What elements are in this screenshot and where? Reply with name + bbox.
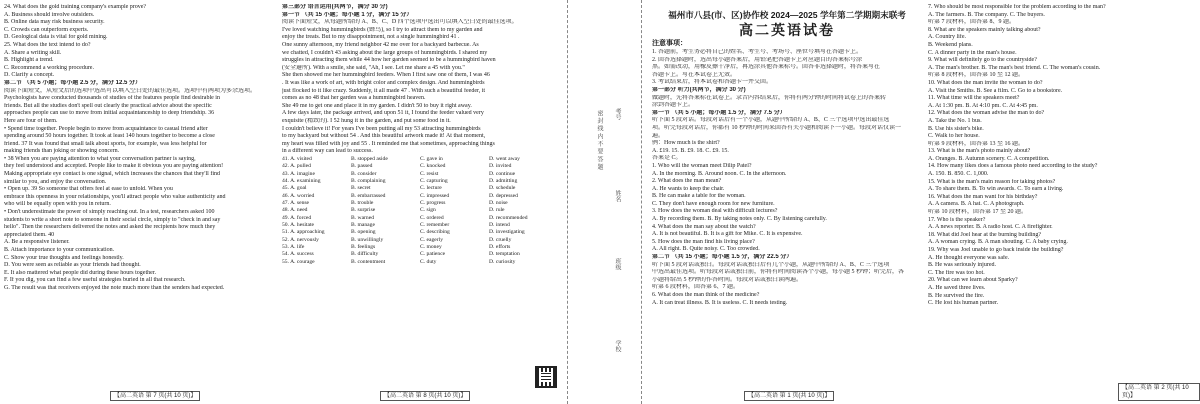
- text-line: A. 150. B. 850. C. 1,000.: [928, 171, 989, 178]
- text-line: enjoy the treats. But to my disappointment, not a single hummingbird 41 .: [282, 34, 460, 41]
- text-line: 听第 10 段材料，回答第 17 至 20 题。: [928, 209, 1028, 216]
- text-line: B. Highlight a trend.: [4, 57, 54, 64]
- cloze-option: B. secret: [351, 185, 371, 192]
- text-line: 听第 9 段材料，回答第 13 至 16 题。: [928, 140, 1025, 147]
- cloze-option: B. opening: [351, 229, 376, 236]
- cloze-option: 41. A. visited: [282, 155, 312, 162]
- text-line: comes as no 48 that her garden was a hummingbird heaven.: [282, 95, 426, 102]
- text-line: B. Use his sister's bike.: [928, 125, 984, 132]
- text-line: 项。听完每段对话后，你都有 10 秒钟的时间来回答有关小题和阅读下一小题。每段对话仅读一: [652, 124, 902, 131]
- cloze-option: D. investigating: [489, 229, 525, 236]
- text-line: D. Clarify a concept.: [4, 72, 55, 79]
- text-line: A. The farmers. B. The company. C. The buyers.: [928, 11, 1045, 18]
- cloze-option: B. feelings: [351, 244, 376, 250]
- text-line: C. They don't have enough room for new furniture.: [652, 200, 775, 207]
- text-line: they feel understood and accepted. People like to make it obvious you are paying attention!: [4, 163, 224, 170]
- cloze-option: C. eagerly: [420, 236, 443, 243]
- text-line: 5. How does the man find his living place?: [652, 238, 755, 245]
- text-line: B. Attach importance to your communication.: [4, 247, 115, 253]
- text-line: B. He was seriously injured.: [928, 262, 996, 269]
- text-line: • Open up. 39 So someone that offers feel at ease to unfold. When you: [4, 186, 173, 193]
- text-line: 10. What does the man invite the woman to do?: [928, 79, 1043, 86]
- text-line: D. You were seen as reliable as your friends had thought.: [4, 262, 141, 269]
- page-7-footer: 【高二英语 第 7 页(共 10 页)】: [110, 391, 200, 401]
- cloze-option: B. passed: [351, 163, 373, 170]
- text-line: B. Online data may risk business security.: [4, 19, 105, 26]
- text-line: friends. But all the studies don't spell out clearly the practical advice about the specific: [4, 102, 212, 109]
- cloze-option: 43. A. imagine: [282, 170, 315, 177]
- cloze-option: C. capturing: [420, 177, 448, 184]
- text-line: 3. How does the woman deal with difficult lectures?: [652, 208, 778, 215]
- text-line: spending around 50 hours together. It took at least 140 hours together to become a close: [4, 133, 215, 140]
- binding-line-left: [567, 0, 568, 404]
- text-line: 小题将给出 5 秒钟的作答时间。每段对话或独白读两遍。: [652, 276, 803, 283]
- cloze-option: 48. A. need: [282, 207, 308, 214]
- text-line: 第一节 （共 5 小题；每小题 1.5 分，满分 7.5 分）: [652, 109, 786, 116]
- text-line: A. A camera. B. A hat. C. A photograph.: [928, 201, 1025, 208]
- text-line: A. He thought everyone was safe.: [928, 254, 1010, 261]
- text-line: 16. What does the man want for his birthday?: [928, 193, 1038, 200]
- text-line: C. Crowds can outperform experts.: [4, 26, 89, 33]
- text-line: A. A woman crying. B. A man shouting. C. A baby crying.: [928, 239, 1068, 246]
- left-exam-sheet: [0, 0, 563, 404]
- page-1-footer: 【高二英语 第 1 页(共 10 页)】: [744, 391, 834, 401]
- text-line: 17. Who is the speaker?: [928, 216, 986, 223]
- cloze-option: D. invited: [489, 163, 512, 170]
- text-line: 24. What does the gold training company's example prove?: [4, 4, 147, 10]
- cloze-option: 42. A. pulled: [282, 163, 311, 170]
- text-line: 12. What does the woman advise the man to do?: [928, 110, 1045, 117]
- cloze-option: C. duty: [420, 258, 437, 265]
- cloze-option: 51. A. approaching: [282, 229, 325, 236]
- notice-line: 黑。如需改动，用橡皮擦干净后，再选涂其他答案标号。回答非选择题时，将答案写在: [652, 64, 881, 71]
- cloze-option: B. complaining: [351, 177, 386, 184]
- binding-strip: [565, 0, 645, 404]
- exam-title: 高二英语试卷: [739, 22, 835, 38]
- text-line: C. A dinner party in the man's house.: [928, 49, 1017, 56]
- text-line: A. It can treat illness. B. It is useless. C. It needs testing.: [652, 299, 788, 306]
- text-line: A. All right. B. Quite noisy. C. Too crowded.: [652, 246, 760, 253]
- text-line: 11. What time will the speakers meet?: [928, 95, 1020, 102]
- cloze-option: C. money: [420, 244, 442, 250]
- text-line: A. At 1:30 pm. B. At 4:10 pm. C. At 4:45 pm.: [928, 102, 1038, 109]
- text-line: 答案是 C。: [652, 155, 682, 162]
- text-line: 听第 8 段材料，回答第 10 至 12 题。: [928, 72, 1025, 79]
- cloze-option: D. noise: [489, 199, 508, 206]
- text-line: Psychologists have conducted thousands of studies of the features people find desirable in: [4, 95, 220, 102]
- text-line: just flocked to it like crazy. Suddenly, it all made 47 . With such a beautiful feeder, it: [282, 87, 486, 94]
- text-line: 25. What does the text intend to do?: [4, 41, 91, 48]
- cloze-option: D. went away: [489, 155, 520, 162]
- text-line: 第一部分 听力(共两节，满分 30 分): [652, 86, 746, 93]
- cloze-option: 47. A. sense: [282, 199, 310, 206]
- text-line: 2. What does the man mean?: [652, 178, 722, 185]
- cloze-option: D. depressed: [489, 192, 518, 199]
- cloze-option: D. cruelly: [489, 236, 512, 243]
- text-line: similar to you, and enjoy the conversation.: [4, 178, 107, 185]
- cloze-option: B. difficulty: [351, 251, 379, 258]
- cloze-option: D. temptation: [489, 251, 520, 258]
- cloze-option: B. trouble: [351, 199, 374, 206]
- text-line: C. He lost his human partner.: [928, 300, 999, 307]
- notice-list: [652, 49, 922, 87]
- notice-line: 2. 回答选择题时，选出每小题答案后，用铅笔把答题卡上对应题目的答案标号涂: [652, 56, 863, 63]
- notice-heading: 注意事项：: [652, 40, 687, 47]
- text-line: we chatted, I couldn't 43 asking about the large groups of hummingbirds. I shared my: [282, 49, 488, 56]
- cloze-option: 49. A. forced: [282, 214, 312, 221]
- cloze-option: B. contentment: [351, 258, 386, 265]
- text-line: to my backyard but without 54 . And this beautiful artwork made it! At that moment,: [282, 133, 486, 140]
- exam-school-title: 福州市八县(市、区)协作校 2024—2025 学年第二学期期末联考: [668, 10, 906, 20]
- page-8-footer: 【高二英语 第 8 页(共 10 页)】: [380, 391, 470, 401]
- cloze-option: D. continue: [489, 170, 516, 177]
- text-line: 阅读下面短文，从短文后的选项中选出可以填入空白处的最佳选项。选项中有两项为多余选项。: [4, 87, 257, 94]
- cloze-option: C. patience: [420, 251, 446, 258]
- right-exam-sheet: [648, 0, 1200, 404]
- cloze-option: C. resist: [420, 170, 439, 177]
- label-school: 学校: [614, 340, 620, 352]
- page-2-footer: 【高二英语 第 2 页(共 10 页)】: [1118, 383, 1200, 401]
- text-line: 1. Who will the woman meet Dilip Patel?: [652, 162, 752, 169]
- label-name: 姓名: [614, 190, 620, 202]
- notice-line: 1. 答题前，考生务必将自己的姓名、考生号、考场号、座位号填写在答题卡上。: [652, 49, 863, 55]
- cloze-option: C. knocked: [420, 163, 446, 170]
- text-line: A. Be a responsive listener.: [4, 239, 70, 246]
- text-line: 第一节 （共 15 小题；每小题 1 分，满分 15 分）: [282, 11, 413, 18]
- text-line: 听第 6 段材料，回答第 6、7 题。: [652, 284, 740, 291]
- text-line: E. It also mattered what people did during these hours together.: [4, 269, 156, 276]
- text-line: G. The result was that receivers enjoyed the note much more than the senders had expected.: [4, 284, 225, 291]
- cloze-option: B. stopped aside: [351, 155, 388, 162]
- text-line: 9. What will definitely go to the countryside?: [928, 57, 1037, 64]
- text-line: 第二节 （共 15 小题；每小题 1.5 分，满分 22.5 分）: [652, 254, 793, 261]
- label-exam-number: 考号: [614, 108, 620, 120]
- text-line: A. It is not beautiful. B. It is a gift for Mike. C. It is expensive.: [652, 231, 803, 238]
- cloze-option: D. rule: [489, 207, 505, 214]
- cloze-option: C. impressed: [420, 192, 450, 199]
- text-line: embrace this openness in your relationships, you'll attract people who value authenticity and: [4, 193, 226, 200]
- page-1-column: [652, 0, 922, 396]
- qr-code: [535, 366, 557, 388]
- cloze-option: D. schedule: [489, 185, 516, 192]
- text-line: 听下面 5 段对话或独白。每段对话或独白后有几个小题，从题中所给的 A、B、C 三个选项: [652, 261, 890, 268]
- text-line: in a different way can lead to success.: [282, 148, 373, 155]
- text-line: A. A news reporter. B. A radio host. C. A firefighter.: [928, 224, 1053, 231]
- text-line: exquisite (精致的). I 52 hung it in the garden, and put some food in it.: [282, 117, 451, 124]
- text-line: appreciated them. 40: [4, 231, 55, 238]
- text-line: F. If you dig, you can find a few useful strategies buried in all that research.: [4, 277, 186, 284]
- text-line: C. Walk to her house.: [928, 133, 980, 140]
- text-line: making friends than joking or showing concern.: [4, 148, 120, 155]
- text-line: 14. How many likes does a famous photo need according to the study?: [928, 163, 1098, 170]
- text-line: struggles in attracting them while 44 how her garden seemed to be a hummingbird haven: [282, 57, 496, 64]
- seal-warning: 密 封 线 内 不 要 答 题: [596, 110, 602, 170]
- text-line: students to write a short note to someone in their social circle, simply to "check in and say: [4, 216, 221, 223]
- cloze-option: C. ordered: [420, 214, 444, 221]
- text-line: A. Oranges. B. Autumn scenery. C. A competition.: [928, 155, 1050, 162]
- text-line: D. Geological data is vital for gold mining.: [4, 34, 108, 41]
- cloze-option: C. progress: [420, 199, 446, 206]
- label-class: 班级: [614, 258, 620, 270]
- text-line: A. Business should involve outsiders.: [4, 11, 95, 18]
- page-7-column: [4, 4, 272, 400]
- cloze-option: C. gave in: [420, 155, 443, 162]
- text-line: 第二节 （共 5 小题；每小题 2.5 分，满分 12.5 分）: [4, 79, 142, 86]
- text-line: • 38 When you are paying attention to what your conversation partner is saying,: [4, 155, 196, 162]
- page-2-column: [928, 4, 1196, 396]
- text-line: • Spend time together. People begin to move from acquaintance to casual friend after: [4, 125, 208, 132]
- text-line: A. In the morning. B. Around noon. C. In the afternoon.: [652, 170, 787, 177]
- text-line: 做题时，先将答案标在试卷上。录音内容结束后，你将有两分钟的时间将试卷上的答案转: [652, 94, 887, 101]
- text-line: B. He survived the fire.: [928, 292, 985, 299]
- text-line: • Don't underestimate the power of simply reaching out. In a test, researchers asked 100: [4, 209, 215, 216]
- text-line: 遍。: [652, 132, 665, 139]
- cloze-option: B. warned: [351, 214, 374, 221]
- cloze-option: B. consider: [351, 170, 377, 177]
- text-line: (安全避所). With a smile, she said, "Ah, I see. Let me share a 45 with you.": [282, 64, 465, 71]
- text-line: 20. What can we learn about Sparky?: [928, 277, 1018, 284]
- text-line: A. £19. 15. B. £9. 18. C. £9. 15.: [652, 147, 729, 154]
- cloze-option: B. manage: [351, 221, 375, 228]
- text-line: A. Take the No. 1 bus.: [928, 117, 982, 124]
- cloze-option: 54. A. success: [282, 251, 314, 258]
- text-line: C. Recommend a working procedure.: [4, 64, 94, 71]
- text-line: A. He wants to keep the chair.: [652, 185, 725, 192]
- text-line: C. Show your true thoughts and feelings honestly.: [4, 254, 124, 261]
- page-8-column: [282, 4, 558, 400]
- text-line: A. Visit the Smiths. B. See a film. C. Go to a bookstore.: [928, 87, 1063, 94]
- text-line: 阅读下面短文，从每题所给的 A、B、C、D 四个选项中选出可以填入空白处的最佳选项。: [282, 19, 518, 26]
- text-line: 18. What did Joel hear at the burning building?: [928, 231, 1042, 238]
- text-line: C. The fire was too hot.: [928, 269, 985, 276]
- cloze-option: D. admitting: [489, 177, 518, 184]
- text-line: B. He can make a table for the woman.: [652, 193, 746, 200]
- cloze-option: 55. A. courage: [282, 258, 315, 265]
- cloze-option: 45. A. goal: [282, 185, 307, 192]
- cloze-option: C. remember: [420, 221, 450, 228]
- text-line: approaches people can use to move from initial acquaintanceship to deep friendship. 36: [4, 110, 215, 117]
- notice-line: 答题卡上。写在本试卷上无效。: [652, 71, 737, 78]
- text-line: 15. What is the man's main reason for taking photos?: [928, 178, 1056, 185]
- text-line: A. Country life.: [928, 34, 966, 41]
- text-line: who will be equally open with you in return.: [4, 201, 111, 208]
- cloze-option: B. surprise: [351, 207, 376, 214]
- text-line: I've loved watching hummingbirds (蜂鸟), so I try to attract them to my garden and: [282, 26, 483, 33]
- cloze-option: D. curiosity: [489, 258, 516, 265]
- text-line: A few days later, the package arrived, and upon 51 it, I found the feeder valued very: [282, 110, 484, 117]
- text-line: A. Share a writing skill.: [4, 49, 62, 56]
- text-line: Making appropriate eye contact is one signal, which increases the chances that they'll find: [4, 171, 221, 178]
- text-line: 听第 7 段材料，回答第 8、9 题。: [928, 19, 1016, 26]
- cloze-option: 50. A. hesitate: [282, 221, 315, 228]
- cloze-option: 46. A. worried: [282, 192, 315, 199]
- text-line: A. By recording them. B. By taking notes only. C. By listening carefully.: [652, 216, 827, 223]
- text-line: 听下面 5 段对话。每段对话后有一个小题，从题中所给的 A、B、C 三个选项中选出最佳选: [652, 117, 890, 124]
- text-line: 例：How much is the shirt?: [652, 140, 720, 147]
- cloze-option: C. sign: [420, 207, 436, 214]
- cloze-option: C. describing: [420, 229, 450, 236]
- text-line: A. To share them. B. To win awards. C. To earn a living.: [928, 186, 1064, 193]
- cloze-option: D. recommended: [489, 214, 528, 221]
- binding-line-right: [641, 0, 642, 404]
- text-line: friend. 37 It was found that small talk about sports, for example, was less helpful for: [4, 140, 207, 147]
- text-line: 8. What are the speakers mainly talking about?: [928, 26, 1041, 33]
- cloze-option: C. lecture: [420, 185, 442, 192]
- notice-line: 3. 考试结束后，将本试卷和答题卡一并交回。: [652, 79, 773, 86]
- text-line: B. Weekend plans.: [928, 41, 973, 48]
- text-line: hello". Then the researchers delivered the notes and asked the recipients how much they: [4, 224, 216, 231]
- cloze-option: 53. A. life: [282, 244, 305, 250]
- text-line: She 49 me to get one and place it in my garden. I didn't 50 to buy it right away.: [282, 102, 472, 109]
- text-line: 4. What does the man say about the watch?: [652, 223, 756, 230]
- text-line: 19. Why was Joel unable to go back inside the building?: [928, 247, 1064, 253]
- cloze-option: 52. A. nervously: [282, 236, 319, 243]
- cloze-option: B. unwillingly: [351, 236, 384, 243]
- text-line: 涂到答题卡上。: [652, 102, 695, 109]
- cloze-options: [282, 156, 558, 266]
- text-line: She then showed me her hummingbird feeders. When I first saw one of them, I was 46: [282, 72, 490, 79]
- cloze-option: D. intend: [489, 221, 510, 228]
- text-line: 中选出最佳选项。听每段对话或独白前，你将有时间阅读各个小题，每小题 5 秒钟；听完后，各: [652, 269, 905, 276]
- text-line: A. The man's brother. B. The man's best friend. C. The woman's cousin.: [928, 64, 1101, 71]
- cloze-option: D. efforts: [489, 244, 511, 250]
- text-line: I couldn't believe it! For years I've been putting all my 53 attracting hummingbirds: [282, 125, 481, 132]
- text-line: 第三部分 语言运用(共两节，满分 30 分): [282, 4, 388, 10]
- text-line: One sunny afternoon, my friend neighbor 42 me over for a backyard barbecue. As: [282, 41, 479, 48]
- cloze-option: B. embarrassed: [351, 192, 386, 199]
- text-line: my heart was filled with joy and 55 . It reminded me that sometimes, approaching things: [282, 140, 495, 147]
- cloze-option: 44. A. examining: [282, 177, 321, 184]
- text-line: 7. Who should be most responsible for the problem according to the man?: [928, 4, 1106, 10]
- text-line: 13. What is the man's photo mainly about?: [928, 148, 1031, 155]
- text-line: . It was like a work of art, with bright color and complex design. And hummingbirds: [282, 79, 485, 86]
- text-line: A. He saved three lives.: [928, 284, 986, 291]
- listening-section: [652, 87, 922, 307]
- text-line: 6. What does the man think of the medicine?: [652, 292, 760, 298]
- text-line: Here are four of them.: [4, 117, 58, 124]
- cloze-passage: [282, 4, 558, 156]
